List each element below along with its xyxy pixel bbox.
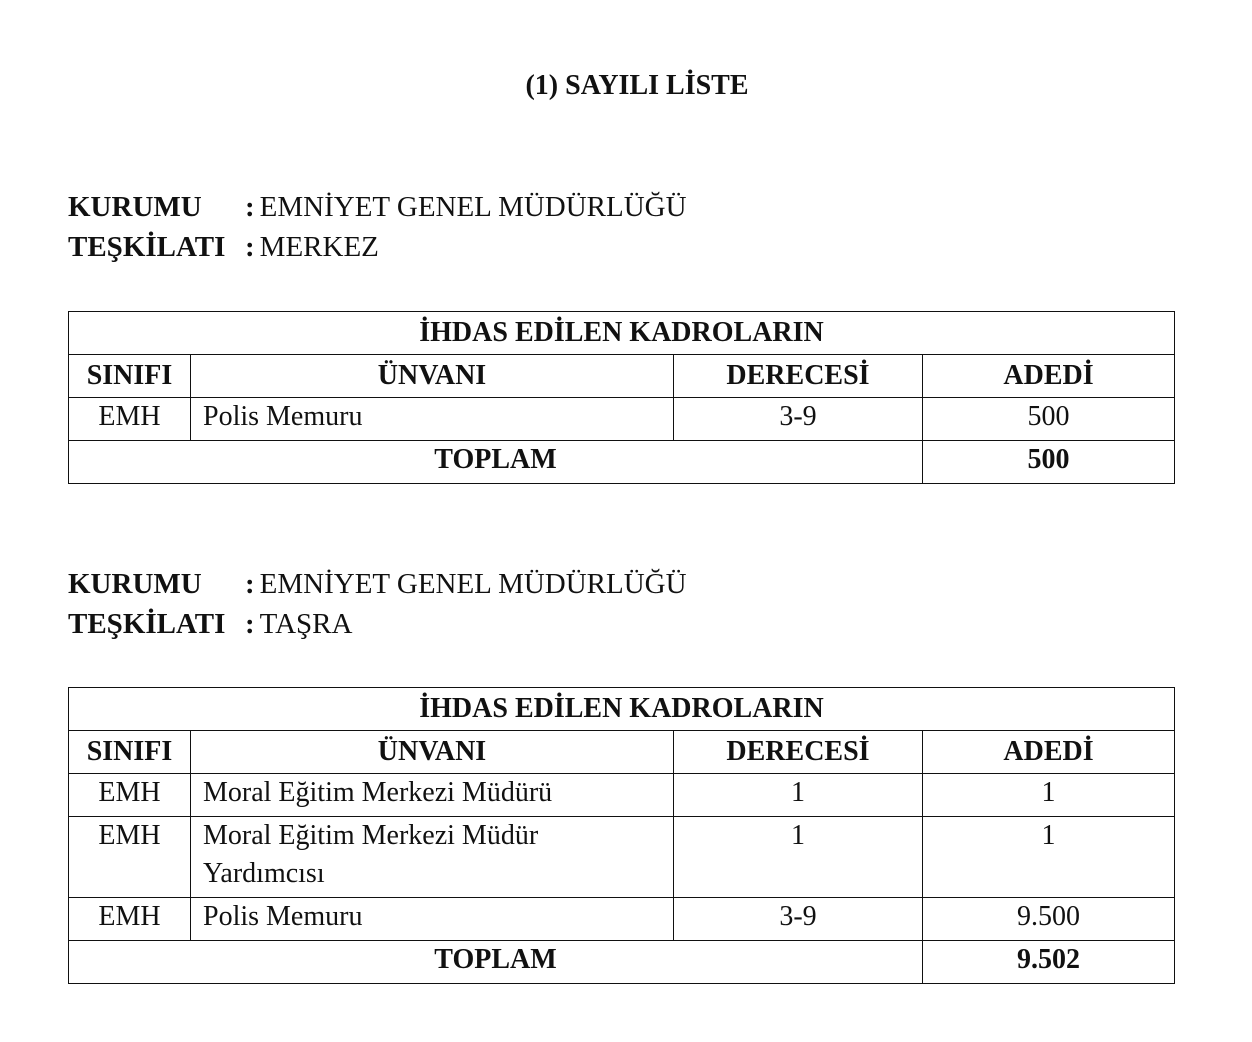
column-header-adedi: ADEDİ: [923, 355, 1175, 398]
cell-sinifi: EMH: [69, 398, 191, 441]
cell-sinifi: EMH: [69, 817, 191, 898]
merkez-kadro-table: [68, 311, 1175, 484]
column-header-sinifi: SINIFI: [69, 731, 191, 774]
cell-derecesi: 3-9: [674, 898, 923, 941]
colon: :: [245, 608, 255, 640]
table-heading: İHDAS EDİLEN KADROLARIN: [69, 688, 1175, 731]
total-value: 500: [923, 441, 1175, 484]
column-header-derecesi: DERECESİ: [674, 731, 923, 774]
cell-derecesi: 3-9: [674, 398, 923, 441]
total-label: TOPLAM: [69, 441, 923, 484]
document-title: (1) SAYILI LİSTE: [525, 70, 749, 101]
table-row: [69, 774, 1175, 817]
cell-derecesi: 1: [674, 774, 923, 817]
column-header-unvani: ÜNVANI: [191, 731, 674, 774]
teskilat-label: TEŞKİLATI: [68, 608, 226, 640]
cell-unvani: Polis Memuru: [191, 898, 674, 941]
column-header-unvani: ÜNVANI: [191, 355, 674, 398]
cell-sinifi: EMH: [69, 774, 191, 817]
table-row: [69, 817, 1175, 898]
cell-derecesi: 1: [674, 817, 923, 898]
kurum-label: KURUMU: [68, 191, 202, 223]
table-heading-row: [69, 312, 1175, 355]
section-1-meta: [68, 187, 687, 267]
kurum-row: [68, 564, 687, 604]
cell-adedi: 9.500: [923, 898, 1175, 941]
table-header-row: [69, 355, 1175, 398]
cell-unvani: Polis Memuru: [191, 398, 674, 441]
table-heading: İHDAS EDİLEN KADROLARIN: [69, 312, 1175, 355]
tasra-kadro-table: [68, 687, 1175, 984]
cell-adedi: 1: [923, 817, 1175, 898]
cell-unvani: [191, 817, 674, 898]
cell-unvani: Moral Eğitim Merkezi Müdürü: [191, 774, 674, 817]
table-header-row: [69, 731, 1175, 774]
teskilat-row: [68, 227, 687, 267]
column-header-derecesi: DERECESİ: [674, 355, 923, 398]
table-row: [69, 898, 1175, 941]
teskilat-value: TAŞRA: [259, 608, 353, 640]
column-header-adedi: ADEDİ: [923, 731, 1175, 774]
teskilat-label: TEŞKİLATI: [68, 231, 226, 263]
cell-unvani-line-1: Moral Eğitim Merkezi Müdür: [203, 820, 539, 851]
cell-unvani-line-2: Yardımcısı: [203, 858, 325, 889]
table-heading-row: [69, 688, 1175, 731]
teskilat-row: [68, 604, 687, 644]
colon: :: [245, 191, 255, 223]
column-header-sinifi: SINIFI: [69, 355, 191, 398]
kurum-row: [68, 187, 687, 227]
colon: :: [245, 568, 255, 600]
kurum-value: EMNİYET GENEL MÜDÜRLÜĞÜ: [259, 568, 687, 600]
kurum-value: EMNİYET GENEL MÜDÜRLÜĞÜ: [259, 191, 687, 223]
cell-adedi: 1: [923, 774, 1175, 817]
cell-adedi: 500: [923, 398, 1175, 441]
section-2-meta: [68, 564, 687, 644]
cell-sinifi: EMH: [69, 898, 191, 941]
teskilat-value: MERKEZ: [259, 231, 379, 263]
total-value: 9.502: [923, 941, 1175, 984]
kurum-label: KURUMU: [68, 568, 202, 600]
total-label: TOPLAM: [69, 941, 923, 984]
table-total-row: [69, 441, 1175, 484]
table-row: [69, 398, 1175, 441]
colon: :: [245, 231, 255, 263]
table-total-row: [69, 941, 1175, 984]
